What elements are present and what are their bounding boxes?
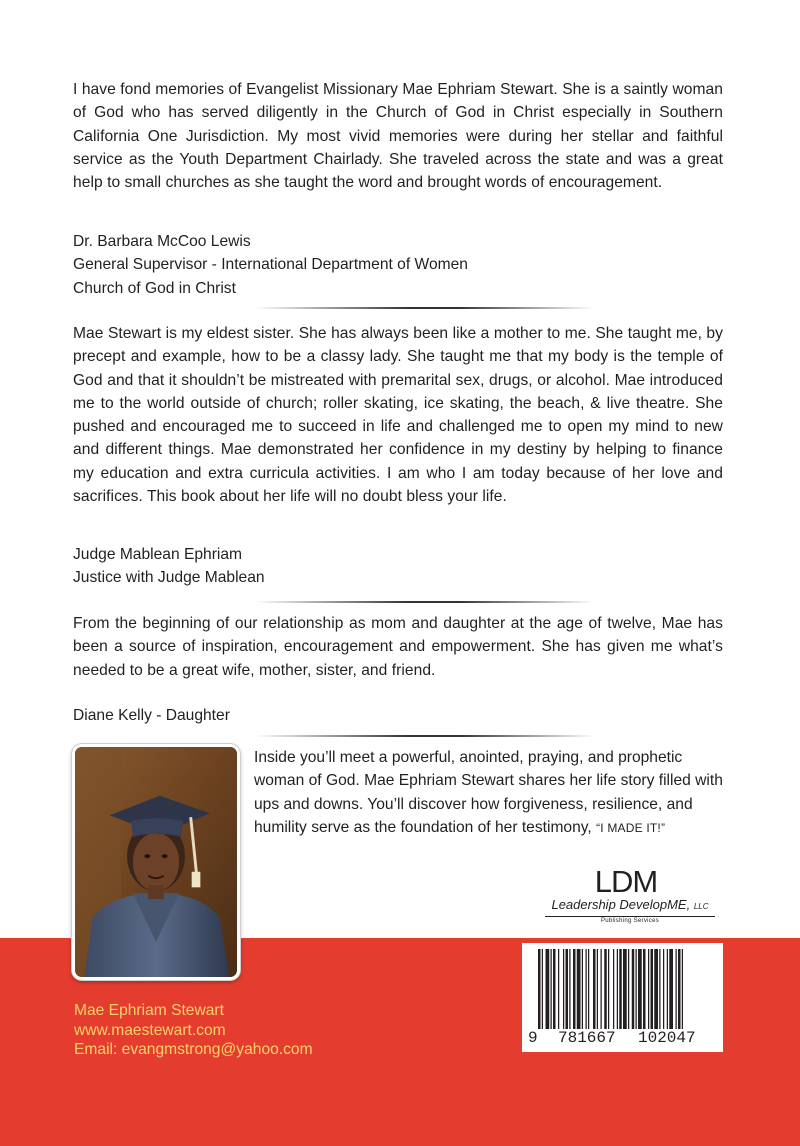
barcode-bar — [608, 949, 609, 1029]
barcode-bar — [623, 949, 627, 1029]
barcode-bar — [553, 949, 556, 1029]
testimonial-text: From the beginning of our relationship as mom and daughter at the age of twelve, Mae has been a source of inspiration, encouragement and empowerment. She has given me what’s needed to be a great wife, mother, sister, and friend. — [73, 615, 723, 679]
testimonial-3-signature — [73, 704, 673, 727]
isbn-lead-digit: 9 — [528, 1029, 538, 1047]
barcode-bar — [569, 949, 570, 1029]
blurb-quote: “I MADE IT!” — [596, 820, 666, 835]
barcode-bar — [593, 949, 596, 1029]
barcode-bar — [588, 949, 589, 1029]
signature-name: Diane Kelly - Daughter — [73, 707, 230, 724]
testimonial-1-signature — [73, 230, 673, 300]
divider — [255, 601, 595, 603]
publisher-llc: LLC — [693, 902, 709, 911]
signature-name: Judge Mablean Ephriam — [73, 546, 243, 563]
publisher-name: Leadership DevelopME, LLC — [545, 898, 715, 917]
author-email[interactable]: Email: evangmstrong@yahoo.com — [74, 1041, 313, 1058]
isbn-digits-right: 102047 — [638, 1029, 696, 1047]
barcode-bar — [563, 949, 564, 1029]
signature-name: Dr. Barbara McCoo Lewis — [73, 233, 251, 250]
barcode-bar — [636, 949, 637, 1029]
barcode-bar — [542, 949, 543, 1029]
barcode-bar — [582, 949, 583, 1029]
signature-title: Justice with Judge Mablean — [73, 569, 265, 587]
divider — [255, 307, 595, 309]
barcode-bar — [643, 949, 646, 1029]
publisher-logo-mark: LDM — [594, 864, 658, 899]
barcode-bar — [651, 949, 654, 1029]
author-photo — [72, 744, 240, 980]
barcode-bar — [678, 949, 681, 1029]
barcode-bar — [654, 949, 658, 1029]
testimonial-1 — [73, 78, 723, 194]
barcode-bar — [663, 949, 664, 1029]
barcode-bar — [628, 949, 629, 1029]
barcode-bar — [597, 949, 598, 1029]
barcode-bar — [573, 949, 576, 1029]
barcode-bar — [682, 949, 683, 1029]
barcode-bar — [538, 949, 541, 1029]
barcode-bar — [648, 949, 649, 1029]
barcode-bar — [659, 949, 660, 1029]
graduate-portrait-icon — [75, 747, 237, 977]
author-website[interactable]: www.maestewart.com — [74, 1021, 226, 1039]
divider — [255, 735, 595, 737]
barcode-bar — [604, 949, 607, 1029]
barcode-bar — [577, 949, 581, 1029]
barcode-bar — [667, 949, 668, 1029]
blurb-text: Inside you’ll meet a powerful, anointed, praying, and prophetic woman of God. Mae Ephriam Stewart shares her life story filled with ups and downs. You’ll discover how forgiveness, resilience, and humility serve as the foundation of her testimony, — [254, 749, 723, 836]
barcode-bar — [676, 949, 677, 1029]
book-blurb — [254, 746, 724, 840]
testimonial-text: Mae Stewart is my eldest sister. She has always been like a mother to me. She taught me, by precept and example, how to be a classy lady. She taught me that my body is the temple of God and that it shouldn’t be mistreated with premarital sex, drugs, or alcohol. Mae introduced me to the world outside of church; roller skating, ice skating, the beach, & live theatre. She pushed and encouraged me to succeed in life and challenged me to open my mind to new and different things. Mae demonstrated her confidence in my destiny by helping to finance my education and extra curricula activities. I am who I am today because of her love and sacrifices. This book about her life will no doubt bless your life. — [73, 325, 723, 506]
author-contact — [74, 1001, 434, 1060]
barcode-bar — [601, 949, 602, 1029]
barcode-bar — [558, 949, 559, 1029]
author-name: Mae Ephriam Stewart — [74, 1002, 224, 1019]
publisher-logo — [537, 866, 723, 932]
barcode-bar — [613, 949, 614, 1029]
signature-title: General Supervisor - International Department of Women — [73, 256, 468, 274]
barcode-bar — [551, 949, 552, 1029]
testimonial-text: I have fond memories of Evangelist Missionary Mae Ephriam Stewart. She is a saintly woman of God who has served diligently in the Church of God in Christ especially in Southern California One Jurisdiction. My most vivid memories were during her stellar and faithful service as the Youth Department Chairlady. She traveled across the state and was a great help to small churches as she taught the word and brought words of encouragement. — [73, 81, 723, 192]
barcode-bar — [638, 949, 642, 1029]
barcode-bar — [632, 949, 635, 1029]
testimonial-2-signature — [73, 543, 673, 590]
publisher-subtitle: Publishing Services — [600, 918, 660, 924]
barcode-bar — [586, 949, 587, 1029]
barcode-bar — [617, 949, 618, 1029]
isbn-digits-left: 781667 — [558, 1029, 616, 1047]
isbn-barcode — [522, 943, 723, 1052]
barcode-bar — [566, 949, 569, 1029]
testimonial-3 — [73, 612, 723, 682]
barcode-bar — [546, 949, 550, 1029]
barcode-bar — [619, 949, 622, 1029]
barcode-bar — [669, 949, 673, 1029]
signature-organization: Church of God in Christ — [73, 279, 236, 297]
isbn-digits — [522, 1026, 723, 1048]
testimonial-2 — [73, 322, 723, 508]
